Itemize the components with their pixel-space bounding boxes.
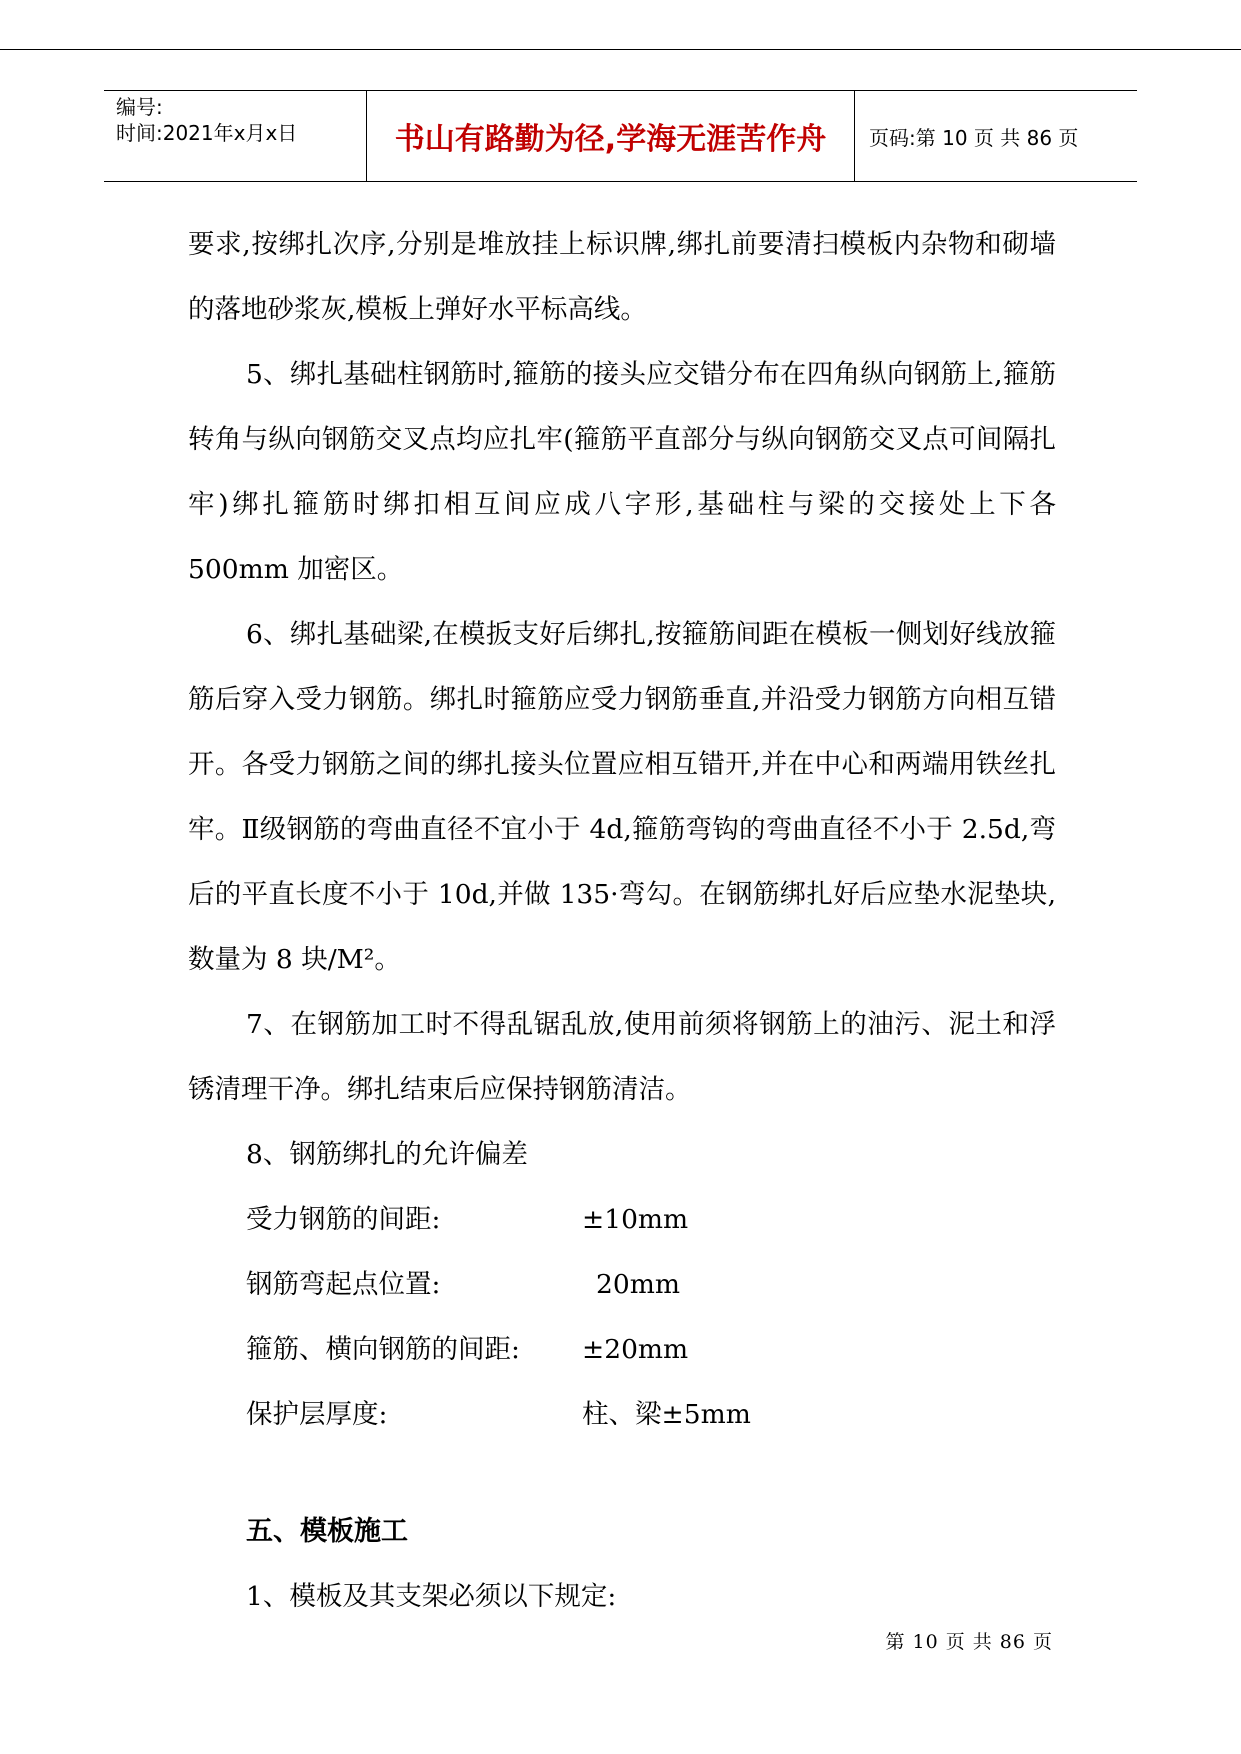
section-first-line: 1、模板及其支架必须以下规定: (246, 1581, 617, 1612)
tolerance-value: ±20mm (582, 1334, 689, 1365)
tolerance-label: 箍筋、横向钢筋的间距: (246, 1334, 520, 1365)
paragraph-continuation: 要求,按绑扎次序,分别是堆放挂上标识牌,绑扎前要清扫模板内杂物和砌墙的落地砂浆灰,模板上弹好水平标高线。 (188, 229, 1056, 325)
tolerance-row (188, 1252, 1056, 1317)
paragraph-item-5: 5、绑扎基础柱钢筋时,箍筋的接头应交错分布在四角纵向钢筋上,箍筋转角与纵向钢筋交叉点均应扎牢(箍筋平直部分与纵向钢筋交叉点可间隔扎牢)绑扎箍筋时绑扣相互间应成八字形,基础柱与梁的交接处上下各 500mm 加密区。 (188, 359, 1056, 585)
section-heading: 五、模板施工 (246, 1516, 408, 1547)
tolerance-value: 20mm (596, 1269, 680, 1300)
header-page-info: 页码:第 10 页 共 86 页 (869, 125, 1079, 150)
page-header (104, 90, 1137, 182)
paragraph-item-6: 6、绑扎基础梁,在模扳支好后绑扎,按箍筋间距在模板一侧划好线放箍筋后穿入受力钢筋。绑扎时箍筋应受力钢筋垂直,并沿受力钢筋方向相互错开。各受力钢筋之间的绑扎接头位置应相互错开,并在中心和两端用铁丝扎牢。Ⅱ级钢筋的弯曲直径不宜小于 4d,箍筋弯钩的弯曲直径不小于 2.5d,弯后的平直长度不小于 10d,并做 135·弯勾。在钢筋绑扎好后应垫水泥垫块,数量为 8 块/M²。 (188, 619, 1056, 975)
tolerance-label: 钢筋弯起点位置: (246, 1269, 441, 1300)
tolerance-label: 保护层厚度: (246, 1399, 388, 1430)
tolerance-row (188, 1187, 1056, 1252)
top-rule (0, 49, 1241, 50)
paragraph-item-8: 8、钢筋绑扎的允许偏差 (246, 1139, 528, 1170)
page-footer: 第 10 页 共 86 页 (885, 1631, 1053, 1653)
serial-label: 编号: (116, 95, 163, 119)
tolerance-row (188, 1382, 1056, 1447)
tolerance-value: 柱、梁±5mm (582, 1399, 751, 1430)
tolerance-row (188, 1317, 1056, 1382)
header-meta (104, 91, 367, 181)
document-body (188, 212, 1056, 1629)
tolerance-label: 受力钢筋的间距: (246, 1204, 441, 1235)
paragraph-item-7: 7、在钢筋加工时不得乱锯乱放,使用前须将钢筋上的油污、泥土和浮锈清理干净。绑扎结束后应保持钢筋清洁。 (188, 1009, 1056, 1105)
header-motto: 书山有路勤为径,学海无涯苦作舟 (367, 91, 855, 181)
time-label: 时间:2021年x月x日 (116, 121, 298, 145)
tolerance-value: ±10mm (582, 1204, 689, 1235)
